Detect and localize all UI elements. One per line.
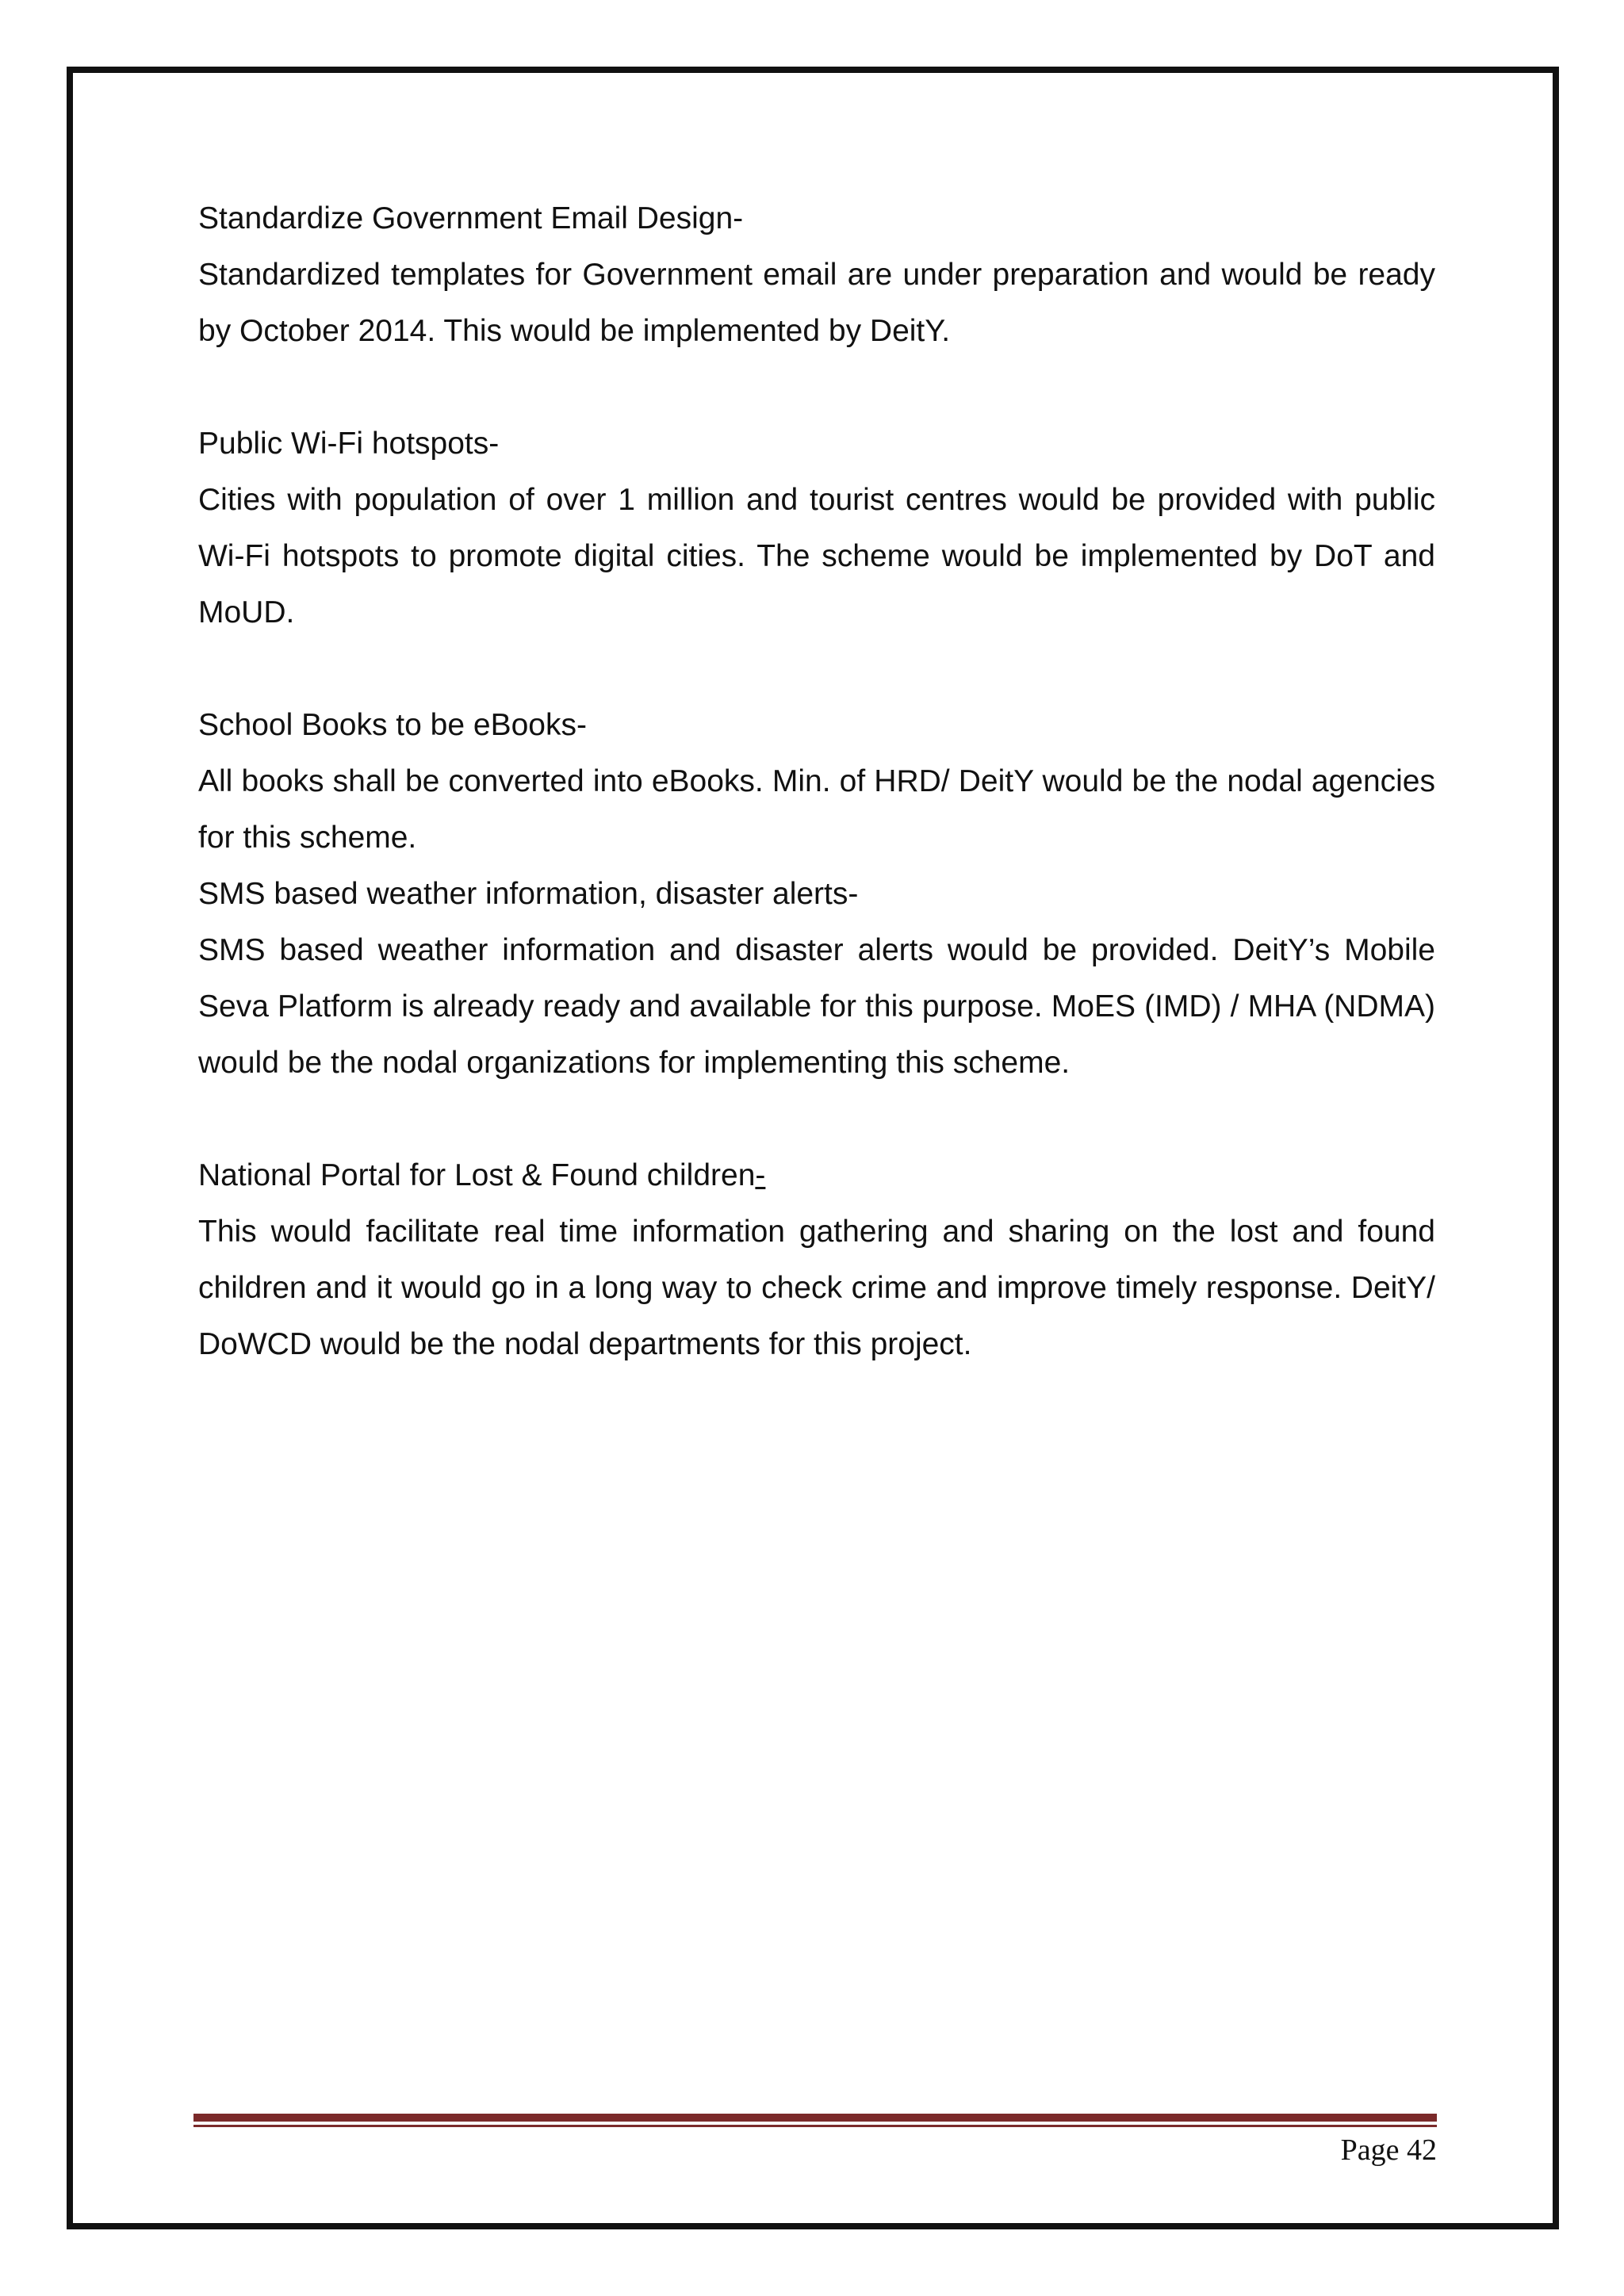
- section-heading-lost-found-dash: -: [755, 1158, 766, 1192]
- section-body-lost-found: This would facilitate real time information gathering and sharing on the lost and found children and it would go in a long way to check crime and improve timely response. DeitY/ DoWCD would be the nodal departments for this project.: [198, 1215, 1435, 1361]
- paragraph-gap: [198, 641, 1435, 697]
- section-body-ebooks: All books shall be converted into eBooks. Min. of HRD/ DeitY would be the nodal agencies for this scheme.: [198, 764, 1435, 855]
- page-number: Page 42: [1340, 2133, 1437, 2167]
- section-heading-ebooks: School Books to be eBooks-: [198, 708, 587, 742]
- section-body-email-design: Standardized templates for Government email are under preparation and would be ready by October 2014. This would be implemented by DeitY.: [198, 258, 1435, 348]
- section-heading-wifi-hotspots: Public Wi-Fi hotspots-: [198, 427, 500, 461]
- section-body-wifi-hotspots: Cities with population of over 1 million and tourist centres would be provided with public Wi-Fi hotspots to promote digital cities. The scheme would be implemented by DoT and MoUD.: [198, 483, 1435, 629]
- paragraph-gap: [198, 359, 1435, 415]
- section-heading-lost-found-text: National Portal for Lost & Found children: [198, 1158, 756, 1192]
- section-body-sms-alerts: SMS based weather information and disaster alerts would be provided. DeitY’s Mobile Seva Platform is already ready and available for this purpose. MoES (IMD) / MHA (NDMA) would be the nodal organizations for implementing this scheme.: [198, 933, 1435, 1080]
- section-heading-sms-alerts: SMS based weather information, disaster alerts-: [198, 877, 859, 911]
- document-body: [198, 190, 1435, 1372]
- footer-rule-thin: [193, 2125, 1437, 2127]
- section-heading-lost-found: [198, 1147, 1435, 1203]
- footer-rule: [193, 2114, 1437, 2122]
- paragraph-gap: [198, 1091, 1435, 1147]
- section-heading-email-design: Standardize Government Email Design-: [198, 201, 744, 235]
